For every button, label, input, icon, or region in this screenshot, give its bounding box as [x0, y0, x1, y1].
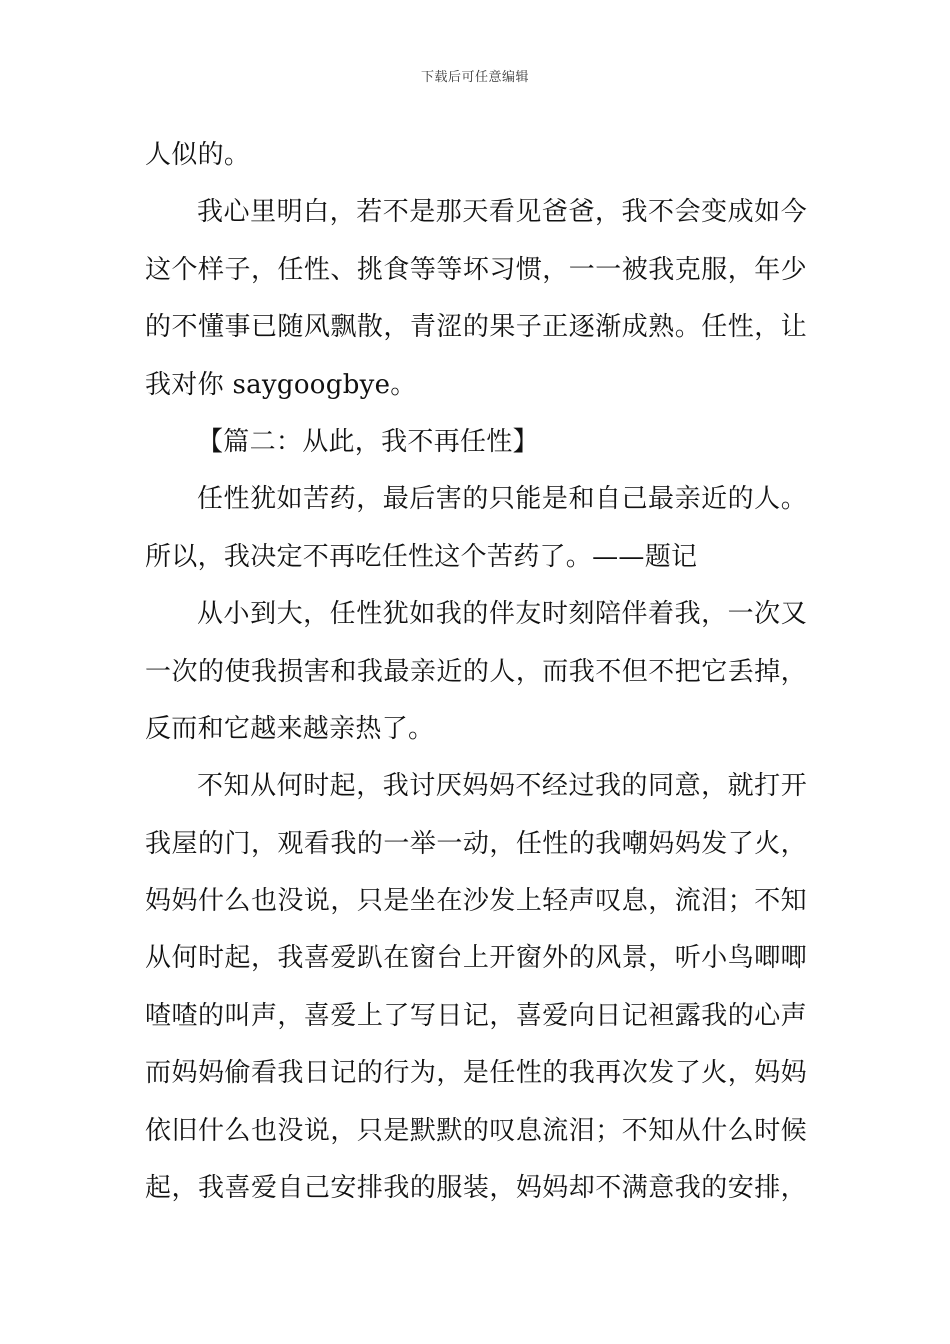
- text-line: 反而和它越来越亲热了。: [145, 713, 435, 744]
- text-line: 而妈妈偷看我日记的行为，是任性的我再次发了火，妈妈: [145, 1058, 807, 1089]
- text-line: 从小到大，任性犹如我的伴友时刻陪伴着我，一次又: [197, 599, 807, 630]
- text-line: 【篇二：从此，我不再任性】: [197, 426, 539, 457]
- text-line: 我屋的门，观看我的一举一动，任性的我嘲妈妈发了火，: [145, 828, 807, 859]
- text-line: 喳喳的叫声，喜爱上了写日记，喜爱向日记袒露我的心声: [145, 1000, 807, 1031]
- text-line: 从何时起，我喜爱趴在窗台上开窗外的风景，听小鸟唧唧: [145, 943, 807, 974]
- text-line: 的不懂事已随风飘散，青涩的果子正逐渐成熟。任性，让: [145, 312, 807, 343]
- text-line: 任性犹如苦药，最后害的只能是和自己最亲近的人。: [197, 484, 807, 515]
- text-line: 妈妈什么也没说，只是坐在沙发上轻声叹息，流泪；不知: [145, 886, 807, 917]
- text-line: 不知从何时起，我讨厌妈妈不经过我的同意，就打开: [197, 771, 807, 802]
- text-line: 依旧什么也没说，只是默默的叹息流泪；不知从什么时候: [145, 1115, 807, 1146]
- text-line: 人似的。: [145, 140, 251, 170]
- text-line: 所以，我决定不再吃任性这个苦药了。——题记: [145, 541, 698, 572]
- text-line: 我对你 saygoogbye。: [145, 369, 417, 400]
- body-text: [145, 130, 807, 1220]
- text-line: 起，我喜爱自己安排我的服装，妈妈却不满意我的安排，: [145, 1173, 807, 1204]
- text-line: 我心里明白，若不是那天看见爸爸，我不会变成如今: [197, 197, 807, 228]
- text-line: 这个样子，任性、挑食等等坏习惯，一一被我克服，年少: [145, 254, 807, 285]
- text-line: 一次的使我损害和我最亲近的人，而我不但不把它丢掉，: [145, 656, 807, 687]
- page-header: 下载后可任意编辑: [420, 70, 529, 85]
